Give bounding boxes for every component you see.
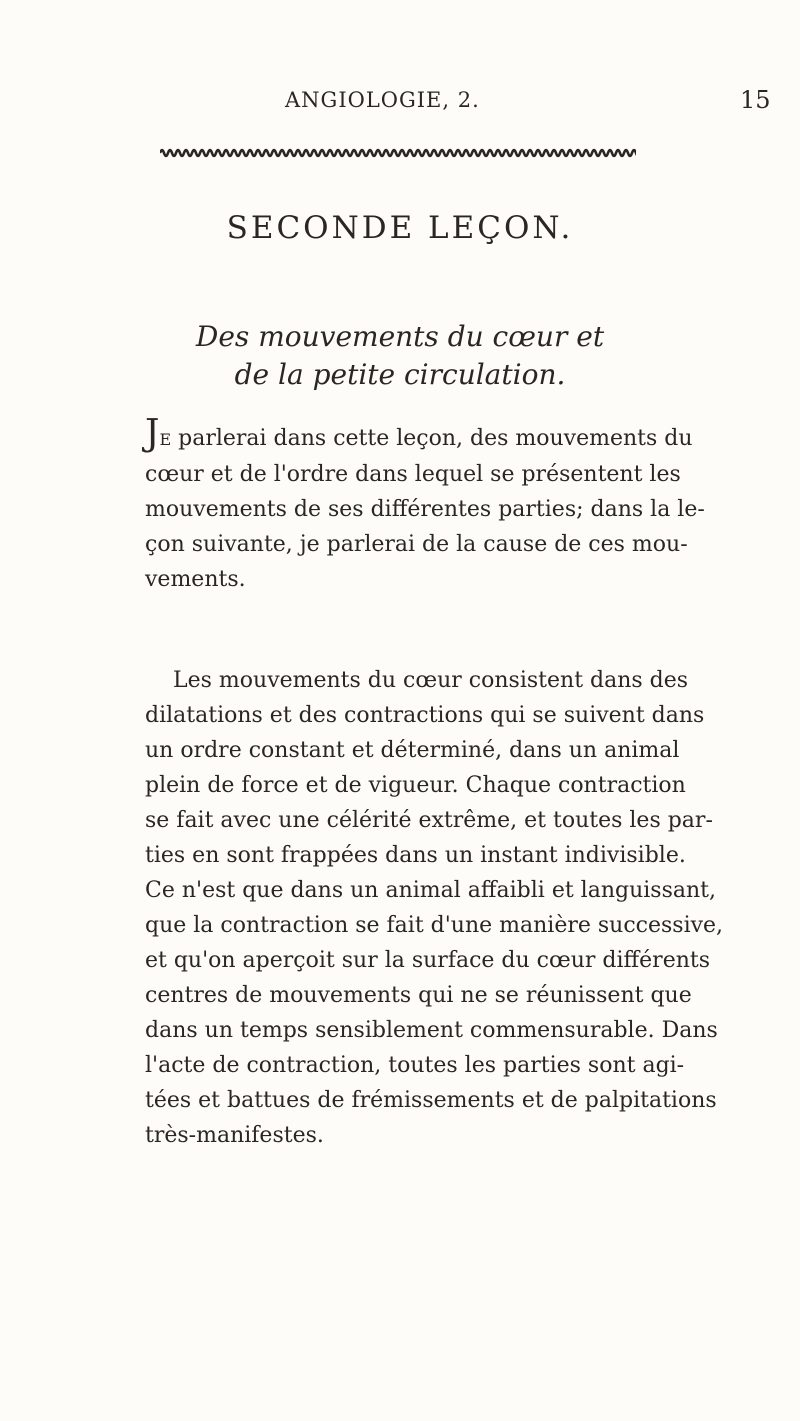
paragraph-line: un ordre constant et déterminé, dans un animal (145, 738, 680, 763)
paragraph-line: centres de mouvements qui ne se réunissent que (145, 983, 692, 1008)
paragraph-line: cœur et de l'ordre dans lequel se présentent les (145, 462, 681, 487)
lesson-subtitle: Des mouvements du cœur et de la petite circulation. (195, 320, 605, 391)
line-text: parlerai dans cette leçon, des mouvements du (171, 426, 693, 451)
paragraph-line: Les mouvements du cœur consistent dans des (173, 668, 689, 693)
paragraph-line: ties en sont frappées dans un instant indivisible. (145, 843, 686, 868)
running-title: ANGIOLOGIE, 2. (285, 88, 480, 112)
decorative-rule (160, 147, 636, 159)
paragraph-line: vements. (145, 567, 246, 592)
paragraph-line: mouvements de ses différentes parties; dans la le- (145, 497, 705, 522)
paragraph-2 (145, 663, 724, 1153)
paragraph-line: plein de force et de vigueur. Chaque contraction (145, 773, 686, 798)
paragraph-line (145, 413, 693, 457)
paragraph-1 (145, 413, 705, 597)
paragraph-line: dilatations et des contractions qui se suivent dans (145, 703, 705, 728)
drop-cap: J (145, 413, 160, 454)
page-number: 15 (740, 86, 771, 114)
paragraph-line: se fait avec une célérité extrême, et toutes les par- (145, 808, 713, 833)
paragraph-line: tées et battues de frémissements et de palpitations (145, 1088, 717, 1113)
running-head (0, 88, 800, 118)
paragraph-line: que la contraction se fait d'une manière successive, (145, 913, 724, 938)
lesson-heading: SECONDE LEÇON. (226, 210, 574, 246)
paragraph-line: dans un temps sensiblement commensurable. Dans (145, 1018, 718, 1043)
paragraph-line: très-manifestes. (145, 1123, 324, 1148)
small-cap: E (159, 430, 172, 449)
paragraph-line: Ce n'est que dans un animal affaibli et languissant, (145, 878, 716, 903)
paragraph-line: l'acte de contraction, toutes les parties sont agi- (145, 1053, 685, 1078)
paragraph-line: çon suivante, je parlerai de la cause de ces mou- (145, 532, 688, 557)
paragraph-line: et qu'on aperçoit sur la surface du cœur différents (145, 948, 711, 973)
